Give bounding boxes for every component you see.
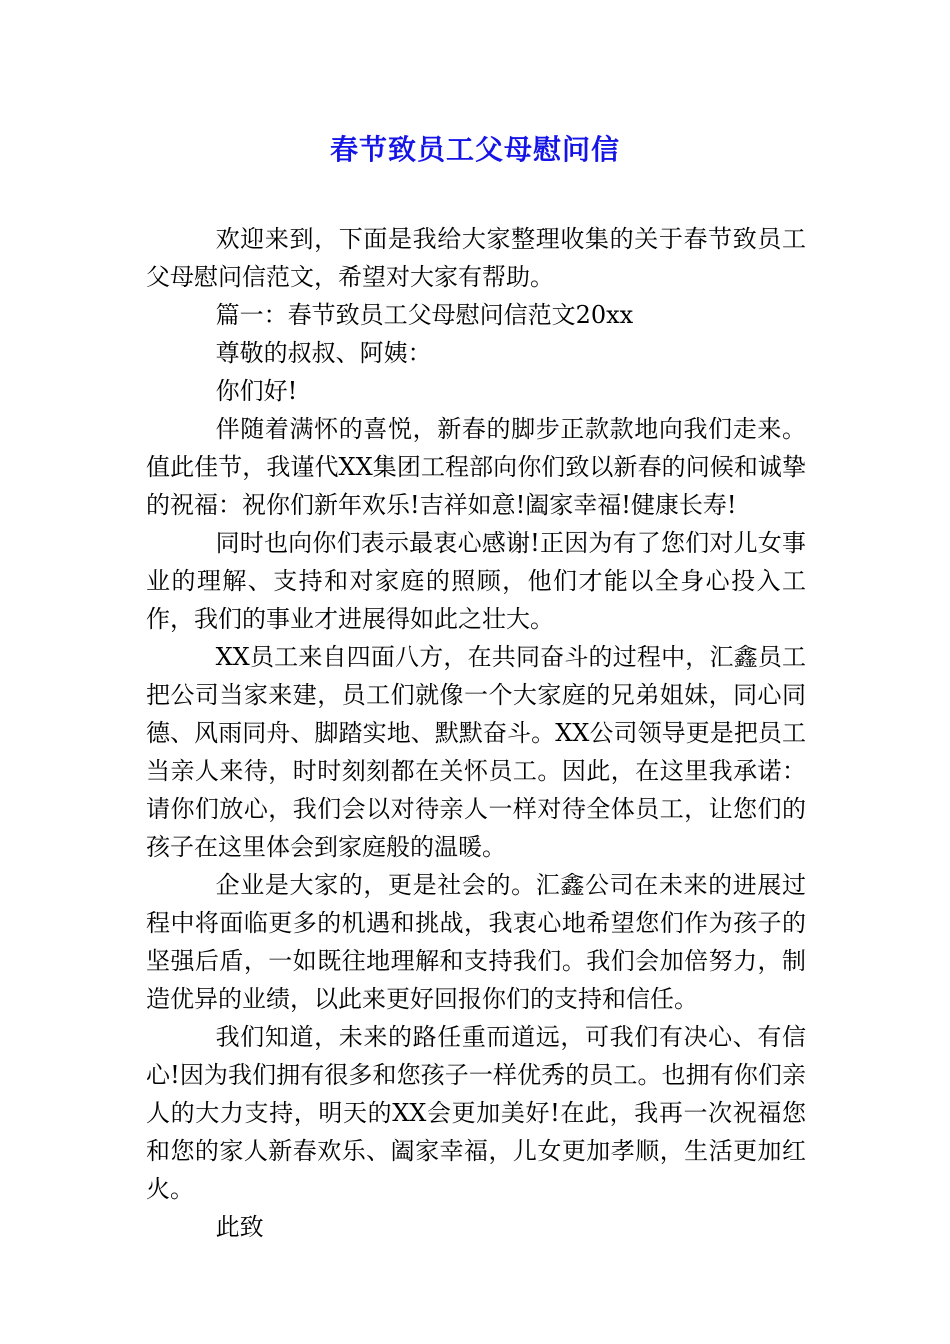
paragraph-body-3: XX员工来自四面八方，在共同奋斗的过程中，汇鑫员工把公司当家来建，员工们就像一个大家庭的兄弟姐妹，同心同德、风雨同舟、脚踏实地、默默奋斗。XX公司领导更是把员工当亲人来待，时时刻刻都在关怀员工。因此，在这里我承诺：请你们放心，我们会以对待亲人一样对待全体员工，让您们的孩子在这里体会到家庭般的温暖。 — [146, 643, 806, 861]
paragraph-intro: 欢迎来到，下面是我给大家整理收集的关于春节致员工父母慰问信范文，希望对大家有帮助。 — [146, 225, 806, 291]
document-body — [146, 220, 806, 1246]
paragraph-greeting: 你们好! — [215, 377, 298, 405]
document-title: 春节致员工父母慰问信 — [329, 133, 620, 166]
paragraph-salutation: 尊敬的叔叔、阿姨： — [215, 339, 432, 367]
paragraph-closing: 此致 — [215, 1213, 264, 1241]
paragraph-body-1: 伴随着满怀的喜悦，新春的脚步正款款地向我们走来。值此佳节，我谨代XX集团工程部向你们致以新春的问候和诚挚的祝福：祝你们新年欢乐!吉祥如意!阖家幸福!健康长寿! — [146, 415, 806, 519]
paragraph-body-5: 我们知道，未来的路任重而道远，可我们有决心、有信心!因为我们拥有很多和您孩子一样优秀的员工。也拥有你们亲人的大力支持，明天的XX会更加美好!在此，我再一次祝福您和您的家人新春欢乐、阖家幸福，儿女更加孝顺，生活更加红火。 — [146, 1023, 806, 1203]
paragraph-body-4: 企业是大家的，更是社会的。汇鑫公司在未来的进展过程中将面临更多的机遇和挑战，我衷心地希望您们作为孩子的坚强后盾，一如既往地理解和支持我们。我们会加倍努力，制造优异的业绩，以此来更好回报你们的支持和信任。 — [146, 871, 806, 1013]
paragraph-section-heading: 篇一：春节致员工父母慰问信范文20xx — [215, 301, 634, 329]
paragraph-body-2: 同时也向你们表示最衷心感谢!正因为有了您们对儿女事业的理解、支持和对家庭的照顾，他们才能以全身心投入工作，我们的事业才进展得如此之壮大。 — [146, 529, 806, 633]
